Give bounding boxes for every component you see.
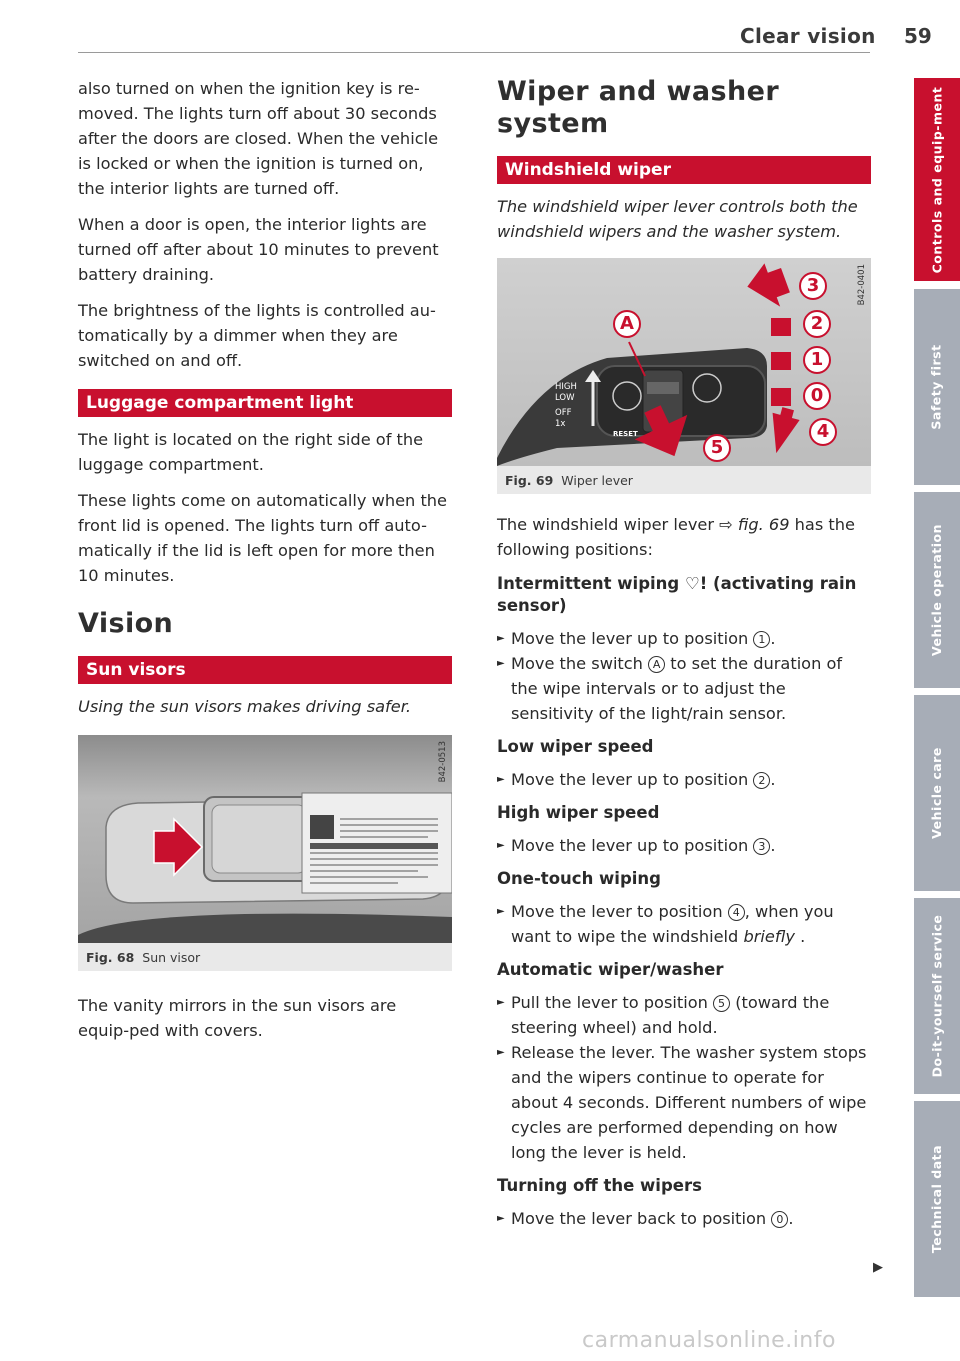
text-run: Move the lever to position [511,902,728,921]
step-list [497,899,871,949]
step-list [497,1206,871,1231]
text-run: has the following positions: [497,515,855,559]
step-list [497,990,871,1165]
bullet-icon: ► [497,774,505,785]
sidebar-tab-label: Do-it-yourself service [929,914,945,1078]
position-2-marker: 2 [753,772,770,789]
wiper-lever-image [497,258,871,466]
header-divider [78,52,870,53]
sidebar-tab-label: Technical data [929,1144,944,1254]
callout-3: 3 [799,272,827,300]
bullet-icon: ► [497,906,505,917]
callout-a: A [613,310,641,338]
text-run: Release the lever. The washer system stops and the wipers continue to operate for about 4 seconds. Different numbers of wipe cycles are performed depending on how long the lever is held. [511,1043,867,1162]
text-run: . [770,629,776,648]
page-number: 59 [904,24,932,48]
callout-5: 5 [703,434,731,462]
figure-68 [78,735,452,971]
bullet-icon: ► [497,658,505,669]
sun-visor-illustration [78,735,452,943]
continue-arrow-icon: ▶ [873,1260,883,1275]
figure-reference-link[interactable]: ⇨ fig. 69 [719,515,790,534]
step-list [497,626,871,726]
lever-label-reset: RESET [613,430,638,438]
step-list [497,767,871,792]
step [497,651,871,726]
paragraph: When a door is open, the interior lights are turned off after about 10 minutes to prevent battery draining. [78,215,439,284]
figure-code: B42-0513 [438,741,448,783]
figure-caption-text: Wiper lever [561,473,633,488]
bullet-icon: ► [497,840,505,851]
paragraph: The vanity mirrors in the sun visors are equip-ped with covers. [78,996,397,1040]
text-run: Move the lever up to position [511,629,754,648]
sidebar-tab-controls[interactable] [914,78,960,281]
section-heading-windshield-wiper: Windshield wiper [497,156,871,184]
chapter-heading-vision: Vision [78,608,174,639]
figure-number: Fig. 69 [505,473,554,488]
step [497,767,871,792]
sidebar-tab-vehicle-care[interactable] [914,695,960,891]
text-run: Move the lever up to position [511,836,754,855]
position-1-marker: 1 [753,631,770,648]
switch-a-marker: A [648,656,665,673]
position-4-marker: 4 [728,904,745,921]
lever-label-low: LOW [555,393,575,403]
section-intro: The windshield wiper lever controls both the windshield wipers and the washer system. [497,197,858,241]
figure-number: Fig. 68 [86,950,135,965]
sidebar-tab-safety[interactable] [914,289,960,485]
right-column [497,76,871,1241]
sidebar-tab-technical-data[interactable] [914,1101,960,1297]
text-run: Pull the lever to position [511,993,714,1012]
step-list [497,833,871,858]
text-run: , when you want to wipe the windshield [511,902,834,946]
text-run: . [794,927,806,946]
step [497,1206,871,1231]
text-run: . [770,770,776,789]
bullet-icon: ► [497,633,505,644]
subheading-low-speed: Low wiper speed [497,737,654,756]
paragraph [497,512,871,562]
section-heading-sun-visors: Sun visors [78,656,452,684]
subheading-one-touch: One-touch wiping [497,869,661,888]
page-header-title: Clear vision [740,24,876,48]
text-run: Move the switch [511,654,649,673]
subheading-turning-off: Turning off the wipers [497,1176,702,1195]
text-run: (toward the steering wheel) and hold. [511,993,830,1037]
lever-label-off: OFF [555,408,572,418]
text-run: The windshield wiper lever [497,515,720,534]
section-intro: Using the sun visors makes driving safer. [78,697,412,716]
paragraph: The brightness of the lights is controlled au-tomatically by a dimmer when they are switched on and off. [78,301,436,370]
lever-label-high: HIGH [555,382,577,392]
position-5-marker: 5 [713,995,730,1012]
paragraph: These lights come on automatically when the front lid is opened. The lights turn off auto-matically if the lid is left open for more then 10 minutes. [78,491,448,585]
step [497,626,871,651]
paragraph: also turned on when the ignition key is re-moved. The lights turn off about 30 seconds after the doors are closed. When the vehicle is locked or when the ignition is turned on, the interior lights are turned off. [78,79,439,198]
text-run: Move the lever back to position [511,1209,772,1228]
text-run: Move the lever up to position [511,770,754,789]
watermark: carmanualsonline.info [582,1328,836,1353]
paragraph: The light is located on the right side of the luggage compartment. [78,430,424,474]
step [497,899,871,949]
subheading-intermittent: Intermittent wiping ♡! (activating rain sensor) [497,574,857,615]
figure-caption [78,943,452,971]
left-column [78,76,452,1054]
chapter-heading-wiper: Wiper and washer system [497,76,780,139]
sun-visor-image [78,735,452,943]
step [497,833,871,858]
bullet-icon: ► [497,1047,505,1058]
subheading-high-speed: High wiper speed [497,803,660,822]
text-run: to set the duration of the wipe intervals or to adjust the sensitivity of the light/rain sensor. [511,654,843,723]
sidebar-tab-diy-service[interactable] [914,898,960,1094]
subheading-automatic: Automatic wiper/washer [497,960,724,979]
figure-code: B42-0401 [857,264,867,306]
text-run: . [770,836,776,855]
lever-speed-labels [555,382,577,430]
step [497,1040,871,1165]
sidebar-tab-label: Vehicle operation [929,523,945,657]
sidebar-tab-label: Vehicle care [929,747,945,839]
callout-1: 1 [803,346,831,374]
sidebar-tab-label: Safety first [929,344,945,430]
sidebar-tab-label: Controls and equip-ment [929,86,945,273]
callout-2: 2 [803,310,831,338]
figure-caption [497,466,871,494]
figure-69 [497,258,871,494]
text-run: . [788,1209,794,1228]
position-0-marker: 0 [771,1211,788,1228]
callout-4: 4 [809,418,837,446]
step [497,990,871,1040]
bullet-icon: ► [497,1213,505,1224]
lever-label-1x: 1x [555,419,566,429]
bullet-icon: ► [497,997,505,1008]
sidebar-tab-vehicle-operation[interactable] [914,492,960,688]
figure-caption-text: Sun visor [142,950,201,965]
text-run: briefly [743,927,795,946]
section-heading-luggage: Luggage compartment light [78,389,452,417]
callout-0: 0 [803,382,831,410]
position-3-marker: 3 [753,838,770,855]
